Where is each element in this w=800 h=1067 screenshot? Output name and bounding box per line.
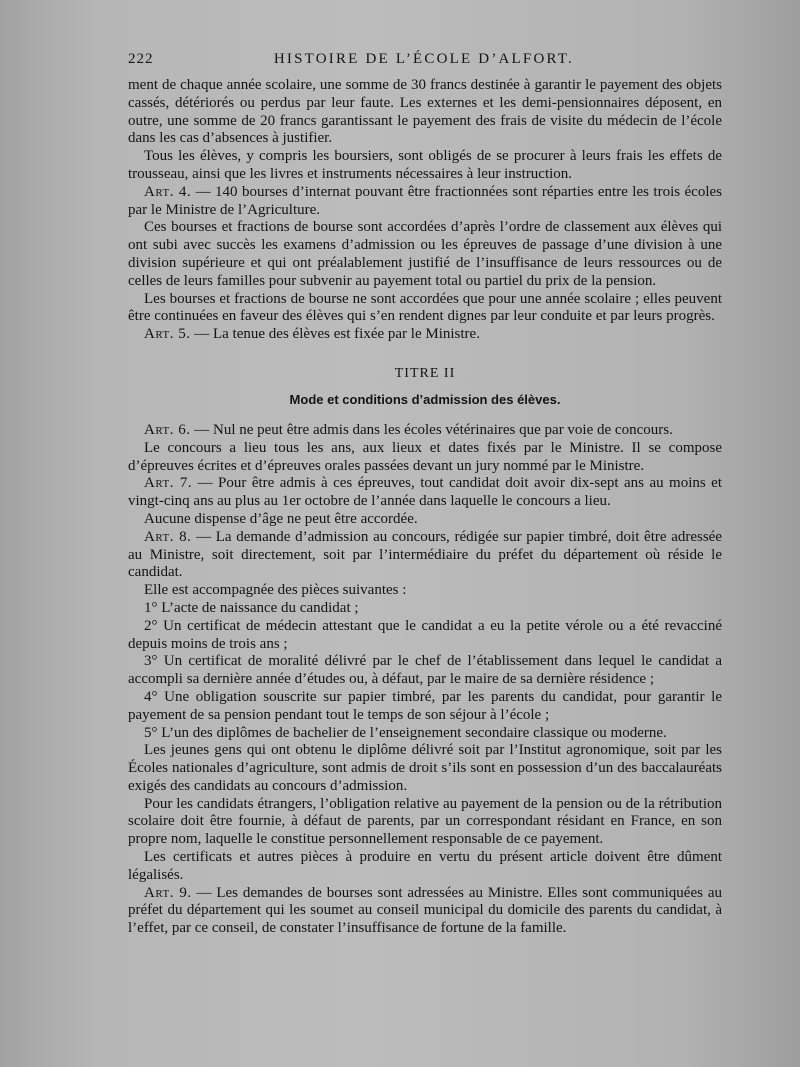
article-label: Art. 5. — [144, 326, 191, 343]
paragraph-text: 4° Une obligation souscrite sur papier timbré, par les parents du candidat, pour garantir le payement de sa pension pendant tout le temps de son séjour à l’école ; — [128, 688, 722, 723]
paragraph-text: — La tenue des élèves est fixée par le Ministre. — [190, 326, 480, 343]
paragraph — [128, 653, 722, 689]
paragraph-text: 5° L’un des diplômes de bachelier de l’enseignement secondaire classique ou moderne. — [144, 724, 667, 741]
text-block-after — [128, 422, 722, 938]
page-number: 222 — [128, 51, 154, 67]
paragraph-text: Les bourses et fractions de bourse ne sont accordées que pour une année scolaire ; elles peuvent être continuées en faveur des élèves qui s’en rendent dignes par leur conduite et par leurs progrès. — [128, 290, 722, 325]
article-paragraph — [128, 529, 722, 582]
paragraph-text: Les certificats et autres pièces à produire en vertu du présent article doivent être dûment légalisés. — [128, 849, 722, 883]
paragraph-text: Aucune dispense d’âge ne peut être accordée. — [144, 510, 418, 527]
paragraph-text: 1° L’acte de naissance du candidat ; — [144, 599, 359, 616]
paragraph-text: ment de chaque année scolaire, une somme de 30 francs destinée à garantir le payement des objets cassés, détériorés ou perdus par leur faute. Les externes et les demi-pensionnaires déposent, en outre, une somme de 20 francs garantissant le payement des frais de visite du médecin de l’école dans les cas d’absences à justifier. — [128, 77, 722, 147]
paragraph-text: — 140 bourses d’internat pouvant être fractionnées sont réparties entre les trois écoles par le Ministre de l’Agriculture. — [128, 183, 722, 218]
paragraph-text: 3° Un certificat de moralité délivré par le chef de l’établissement dans lequel le candidat a accompli sa dernière année d’études ou, à défaut, par le maire de sa dernière résidence ; — [128, 653, 722, 688]
article-label: Art. 4. — [144, 183, 192, 200]
section-title: TITRE II — [394, 365, 456, 381]
paragraph — [128, 725, 722, 743]
paragraph — [128, 618, 722, 654]
text-block-before — [128, 77, 722, 344]
paragraph — [128, 689, 722, 725]
paragraph — [128, 600, 722, 618]
paragraph-text: Ces bourses et fractions de bourse sont accordées d’après l’ordre de classement aux élèves qui ont subi avec succès les examens d’admission ou les épreuves de passage d’une division à une division supérieure et qui ont préalablement justifié de l’insuffisance de leurs ressources ou de celles de leurs familles pour subvenir au payement total ou partiel du prix de la pension. — [128, 219, 722, 289]
paragraph — [128, 849, 722, 885]
article-paragraph — [128, 184, 722, 220]
paragraph-text: Pour les candidats étrangers, l’obligation relative au payement de la pension ou de la rétribution scolaire doit être fournie, à défaut de parents, par un correspondant résidant en France, en son propre nom, laquelle le constitue personnellement responsable de ce payement. — [128, 795, 722, 848]
paragraph — [128, 742, 722, 795]
running-head — [128, 51, 722, 75]
paragraph — [128, 148, 722, 184]
article-paragraph — [128, 885, 722, 938]
article-label: Art. 7. — [144, 475, 193, 492]
article-label: Art. 6. — [144, 421, 191, 438]
paragraph-text: — Nul ne peut être admis dans les écoles vétérinaires que par voie de concours. — [190, 421, 673, 438]
paragraph — [128, 582, 722, 600]
running-title: HISTOIRE DE L’ÉCOLE D’ALFORT. — [273, 51, 574, 67]
article-paragraph — [128, 326, 722, 344]
paragraph-text: Tous les élèves, y compris les boursiers, sont obligés de se procurer à leurs frais les effets de trousseau, ainsi que les livres et instruments nécessaires à leur instruction. — [128, 148, 722, 182]
paragraph — [128, 796, 722, 849]
section-subtitle: Mode et conditions d’admission des élèves. — [289, 391, 561, 407]
paragraph-text: — Les demandes de bourses sont adressées au Ministre. Elles sont communiquées au préfet du département qui les soumet au conseil municipal du domicile des parents du candidat, à l’effet, par ce conseil, de constater l’insuffisance de fortune de la famille. — [128, 884, 722, 937]
page-content — [128, 51, 722, 938]
paragraph-text: — La demande d’admission au concours, rédigée sur papier timbré, doit être adressée au Ministre, soit directement, soit par l’intermédiaire du préfet du département où réside le candidat. — [128, 528, 722, 581]
paragraph — [128, 291, 722, 327]
article-label: Art. 9. — [144, 884, 192, 901]
paragraph-text: Elle est accompagnée des pièces suivantes : — [144, 582, 407, 599]
paragraph — [128, 219, 722, 290]
article-label: Art. 8. — [144, 528, 192, 545]
paragraph — [128, 77, 722, 148]
paragraph-text: — Pour être admis à ces épreuves, tout candidat doit avoir dix-sept ans au moins et vingt-cinq ans au plus au 1er octobre de l’année dans laquelle le concours a lieu. — [128, 475, 722, 510]
article-paragraph — [128, 422, 722, 440]
paragraph — [128, 511, 722, 529]
article-paragraph — [128, 475, 722, 511]
paragraph-text: 2° Un certificat de médecin attestant que le candidat a eu la petite vérole ou a été revacciné depuis moins de trois ans ; — [128, 617, 722, 652]
paragraph-text: Les jeunes gens qui ont obtenu le diplôme délivré soit par l’Institut agronomique, soit par les Écoles nationales d’agriculture, sont admis de droit s’ils sont en possession d’un des baccalauréats exigés des candidats au concours d’admission. — [128, 742, 722, 794]
paragraph — [128, 440, 722, 476]
paragraph-text: Le concours a lieu tous les ans, aux lieux et dates fixés par le Ministre. Il se compose d’épreuves écrites et d’épreuves orales passées devant un jury nommé par le Ministre. — [128, 439, 722, 474]
